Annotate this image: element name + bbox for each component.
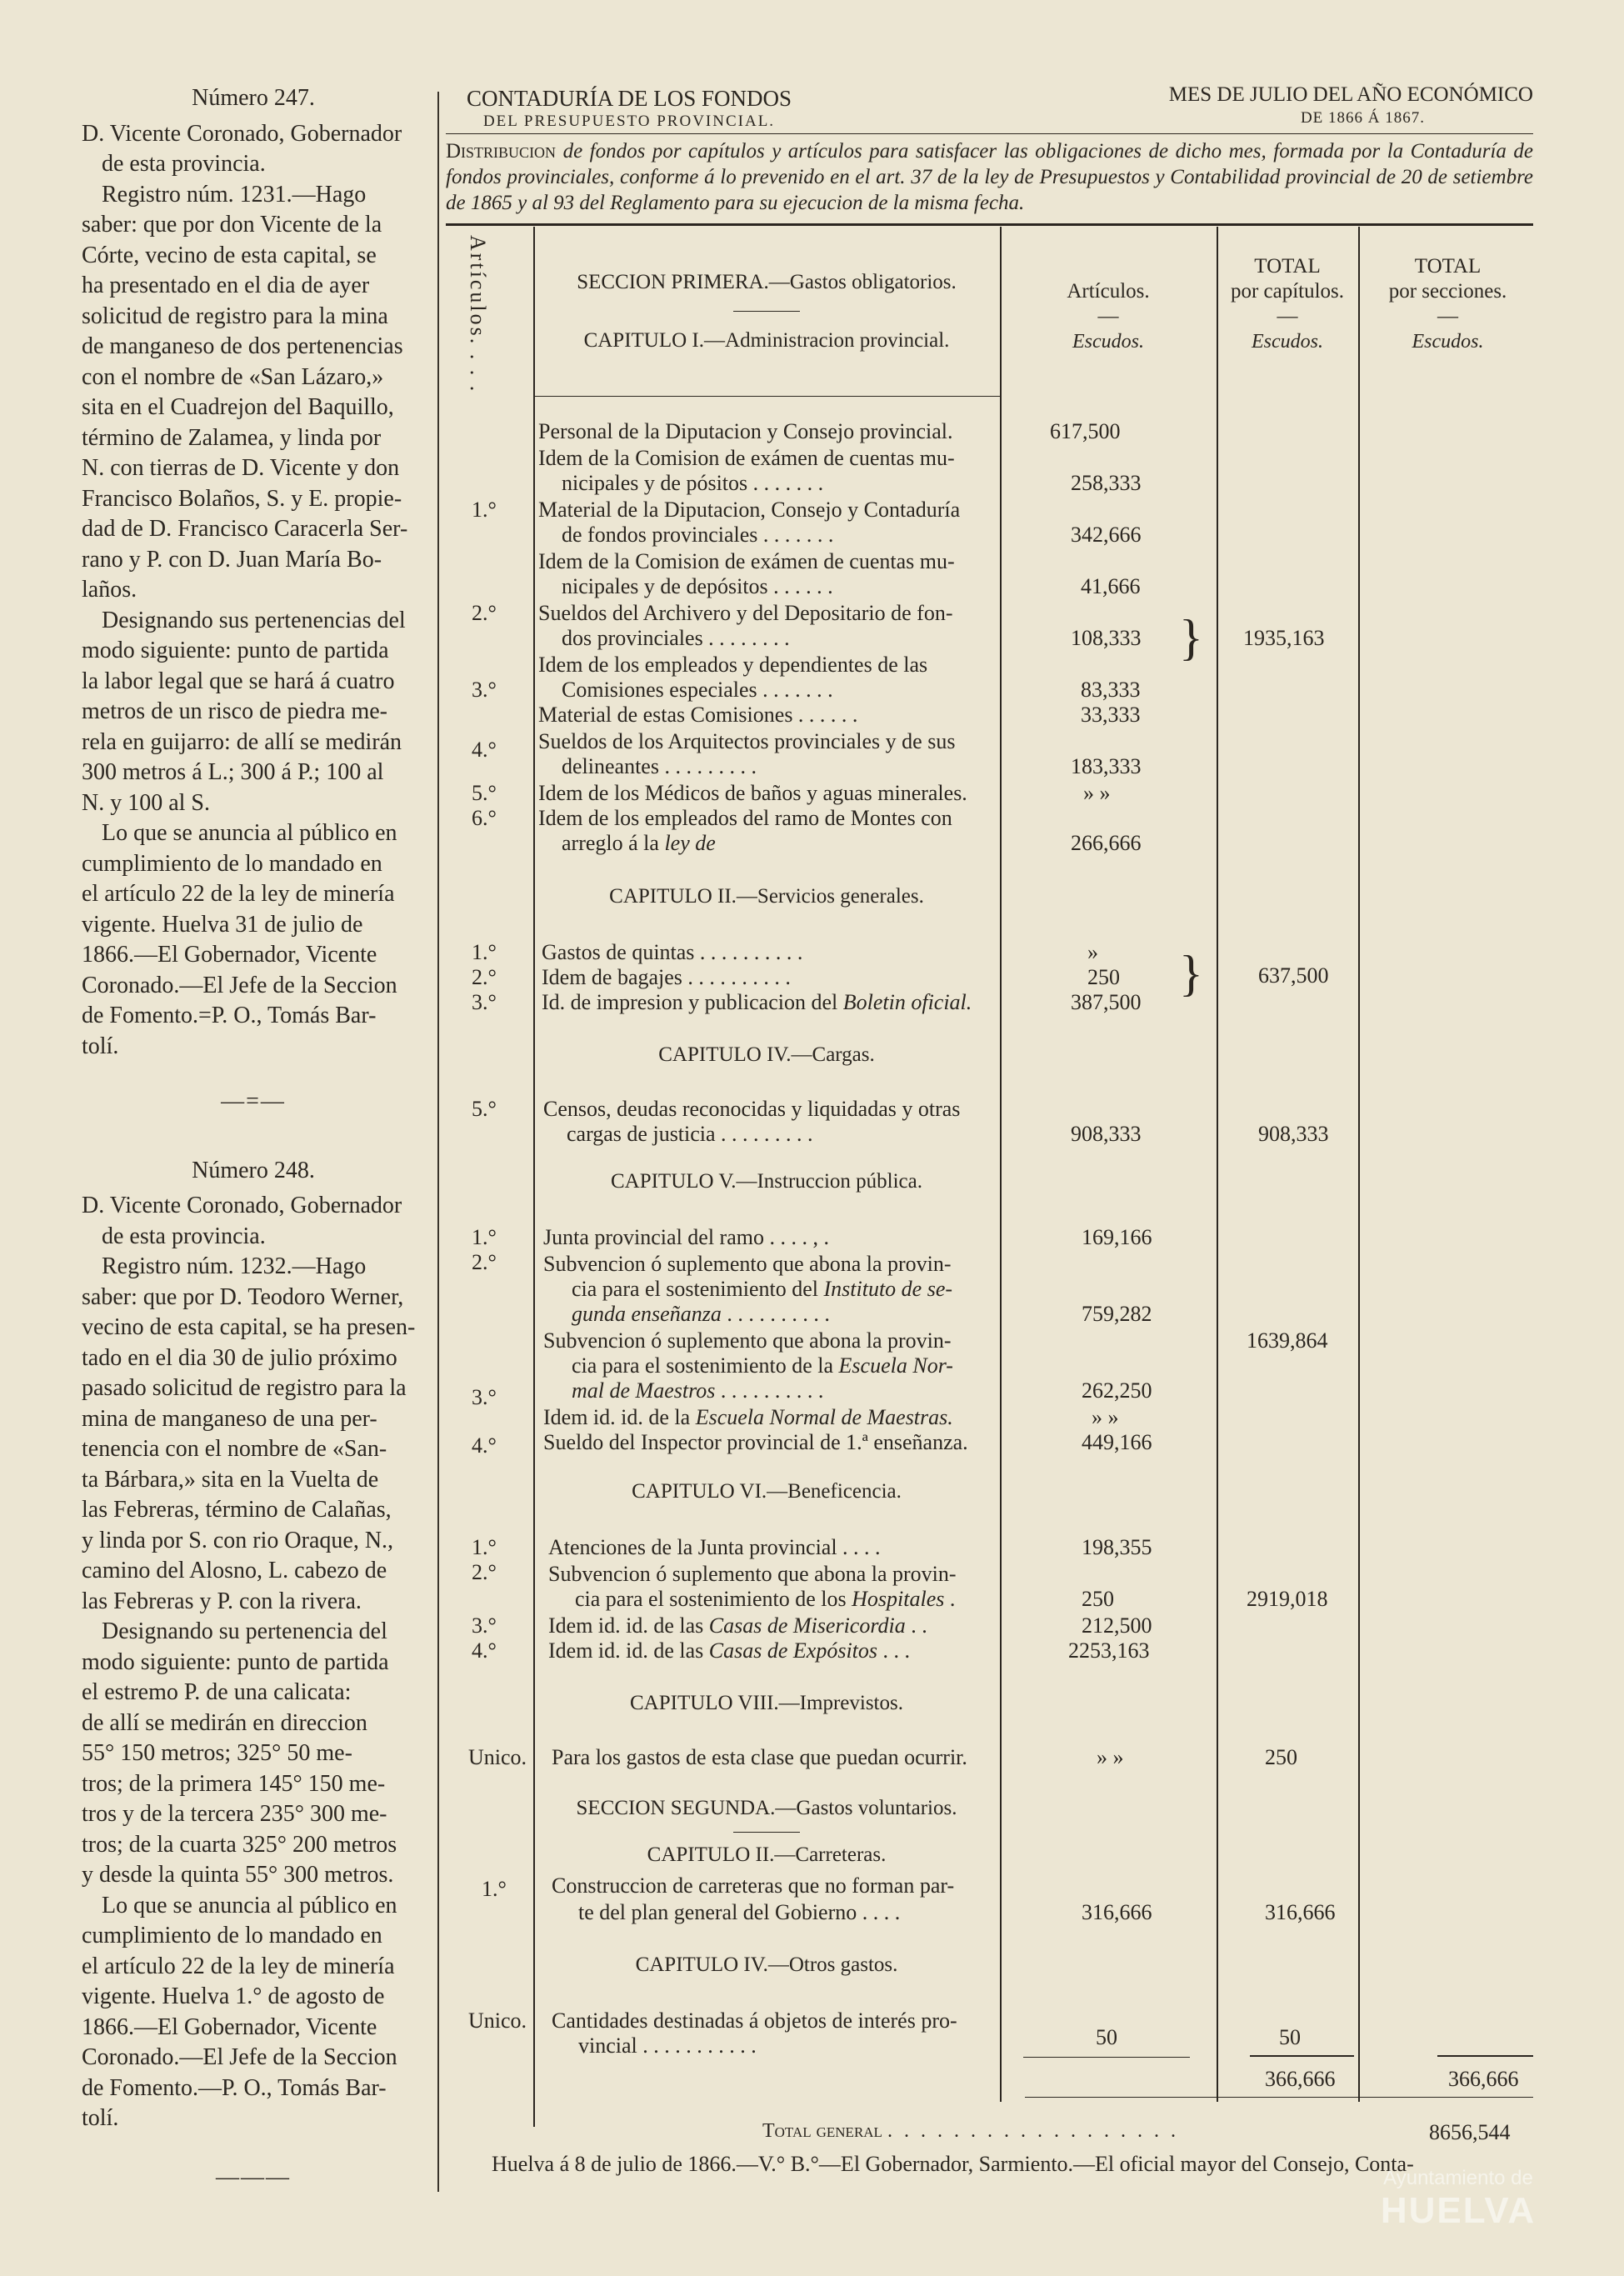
chapter-total: 250 [1265,1745,1297,1769]
article-number: 5.° [472,781,497,805]
notice-line: ta Bárbara,» sita en la Vuelta de [82,1466,379,1493]
row-text: Cantidades destinadas á objetos de interés pro- [552,2008,957,2033]
dash: — [1097,305,1119,328]
chapter-total: 637,500 [1258,963,1329,988]
notice-line: Francisco Bolaños, S. y E. propie- [82,485,402,512]
grand-total-label: Total general [762,2120,882,2142]
row-text: Atenciones de la Junta provincial . . . . [548,1535,881,1559]
amount: 316,666 [1082,1900,1152,1924]
amount: 266,666 [1071,831,1142,855]
row-text [572,1277,952,1302]
notice-line: Registro núm. 1232.—Hago [102,1253,367,1279]
notice-line: saber: que por don Vicente de la [82,212,382,238]
total-chapters-header [1221,254,1354,354]
notice-line: dad de D. Francisco Caracerla Ser- [82,516,408,542]
row-text: cargas de justicia . . . . . . . . . [567,1122,813,1146]
office-heading [446,87,812,133]
row-text-part: Idem id. id. de la [543,1405,691,1429]
row-text: Material de la Diputacion, Consejo y Contaduría [538,498,961,522]
amount: 2253,163 [1068,1638,1150,1663]
article-number: Unico. [468,1745,527,1769]
chapter-5-heading: CAPITULO V.—Instruccion pública. [610,1170,923,1193]
notice-line: Registro núm. 1231.—Hago [102,181,367,208]
amount: 387,500 [1071,990,1142,1014]
notice-line: las Febreras y P. con la rivera. [82,1588,362,1614]
chapter-4-heading: CAPITULO IV.—Cargas. [658,1043,875,1066]
amount: 342,666 [1071,523,1142,547]
notice-line: pasado solicitud de registro para la [82,1375,407,1401]
escudos-label: Escudos. [1412,331,1484,353]
article-number: 2.° [472,1560,497,1584]
row-text-italic: Hospitales [852,1587,945,1611]
notice-line: vecino de esta capital, se ha presen- [82,1314,416,1340]
notice-line: 1866.—El Gobernador, Vicente [82,942,377,968]
row-text: Junta provincial del ramo . . . . , . [543,1225,829,1249]
amount: » [1087,940,1098,964]
row-text: Sueldos de los Arquitectos provinciales y de sus [538,729,956,753]
notice-line: vigente. Huelva 1.° de agosto de [82,1983,385,2009]
notice-line: Designando su pertenencia del [102,1618,387,1644]
row-text: Personal de la Diputacion y Consejo provincial. [538,419,953,443]
notice-line: 1866.—El Gobernador, Vicente [82,2013,377,2040]
amount: 41,666 [1081,574,1141,598]
row-text: Idem de la Comision de exámen de cuentas mu- [538,549,955,573]
article-number: 1.° [472,940,497,964]
section-two-heading: SECCION SEGUNDA.—Gastos voluntarios. [576,1797,957,1819]
amount: » » [1083,781,1111,805]
total-rule [1025,2097,1533,2098]
notice-line: de Fomento.=P. O., Tomás Bar- [82,1003,377,1028]
total-sections-label: por secciones. [1388,280,1507,303]
header-underline [533,396,1000,397]
chapter-2-heading: CAPITULO II.—Servicios generales. [609,885,924,908]
article-number: 2.° [472,1250,497,1274]
article-number: 3.° [472,1385,497,1409]
row-text: Censos, deudas reconocidas y liquidadas y otras [543,1097,961,1121]
row-text [562,831,716,856]
escudos-label: Escudos. [1072,331,1144,353]
amount: 50 [1096,2025,1117,2049]
row-text [542,990,972,1015]
row-text: dos provinciales . . . . . . . . [562,626,790,650]
notice-line: metros de un risco de piedra me- [82,698,387,724]
notice-line: saber: que por D. Teodoro Werner, [82,1283,404,1310]
row-text: nicipales y de depósitos . . . . . . [562,574,833,598]
row-text: Subvencion ó suplemento que abona la provin- [543,1252,952,1276]
chapter-total-column-rule [1358,227,1360,2102]
notice-separator: —=— [221,1088,286,1114]
row-text-part: . . . [882,1638,911,1663]
notice-line: con el nombre de «San Lázaro,» [82,363,384,390]
articulos-column-rule [1217,227,1218,2102]
row-text-part: Idem id. id. de las [548,1638,704,1663]
notice-line: rela en guijarro: de allí se medirán [82,728,402,755]
heading-dash [733,1832,800,1833]
row-text: Idem de la Comision de exámen de cuentas mu- [538,446,955,470]
chapter-total: 50 [1279,2025,1301,2049]
row-text-italic: Boletin oficial. [842,990,972,1014]
notice-line: tado en el dia 30 de julio próximo [82,1344,397,1371]
row-text: de fondos provinciales . . . . . . . [562,523,834,547]
row-text: Para los gastos de esta clase que puedan ocurrir. [552,1745,967,1769]
amount: 83,333 [1081,678,1141,702]
sum-rule [1437,2055,1533,2057]
article-number: 1.° [482,1877,507,1901]
notice-line: D. Vicente Coronado, Gobernador [82,1193,402,1218]
row-text: Material de estas Comisiones . . . . . . [538,703,858,727]
dash: — [1277,305,1298,328]
grand-total-value: 8656,544 [1429,2120,1511,2144]
row-text: Gastos de quintas . . . . . . . . . . [542,940,803,964]
notice-line: ha presentado en el dia de ayer [82,273,370,298]
row-text [572,1353,953,1378]
row-text: Subvencion ó suplemento que abona la provin- [543,1328,952,1353]
notice-line: cumplimiento de lo mandado en [82,850,382,877]
row-text-part: cia para el sostenimiento de la [572,1353,834,1378]
row-text-italic: mal de Maestros [572,1378,716,1403]
article-number: 3.° [472,678,497,702]
row-text-part: . [949,1587,956,1611]
amount: 183,333 [1071,754,1142,778]
description-lead: Distribucion [446,140,557,163]
notice-line: Lo que se anuncia al público en [102,1892,397,1918]
section-chapters-total: 366,666 [1265,2067,1336,2091]
row-text-italic: Escuela Normal de Maestras. [695,1405,953,1429]
article-number: 5.° [472,1097,497,1121]
chapter-total: 316,666 [1265,1900,1336,1924]
row-text: Idem de los empleados del ramo de Montes con [538,806,952,830]
amount: 33,333 [1081,703,1141,727]
row-text: Idem de bagajes . . . . . . . . . . [542,965,791,989]
article-number: 4.° [472,1638,497,1663]
notice-number: Número 247. [192,85,315,111]
period-years: DE 1866 Á 1867. [1300,109,1425,127]
row-text: te del plan general del Gobierno . . . . [578,1900,901,1924]
period-heading [1150,83,1533,130]
footer-signature: Huelva á 8 de julio de 1866.—V.° B.°—El Gobernador, Sarmiento.—El oficial mayor del Consejo, Conta- [492,2152,1414,2176]
notice-line: el artículo 22 de la ley de minería [82,881,395,907]
notice-line: el artículo 22 de la ley de minería [82,1953,395,1979]
notice-line: rano y P. con D. Juan María Bo- [82,546,382,573]
notice-line: Coronado.—El Jefe de la Seccion [82,972,397,998]
chapter-total: 2919,018 [1247,1587,1328,1611]
notice-line: solicitud de registro para la mina [82,303,388,329]
total-sections-header [1362,254,1533,354]
section-total: 366,666 [1448,2067,1519,2091]
chapter-6-heading: CAPITULO VI.—Beneficencia. [632,1480,902,1503]
brace-icon: } [1179,946,1203,1001]
total-chapters-label: por capítulos. [1230,280,1345,303]
amount: 169,166 [1082,1225,1152,1249]
notice-line: N. y 100 al S. [82,789,210,816]
amount: 212,500 [1082,1613,1152,1638]
row-text: Comisiones especiales . . . . . . . [562,678,833,702]
watermark-line2: HUELVA [1380,2190,1537,2231]
section-2-chapter-4-heading: CAPITULO IV.—Otros gastos. [635,1953,898,1976]
notice-line: modo siguiente: punto de partida [82,638,389,663]
chapter-total: 1935,163 [1243,626,1325,650]
notice-line: tros y de la tercera 235° 300 me- [82,1801,387,1827]
notice-line: laños. [82,577,137,603]
notice-line: de manganeso de dos pertenencias [82,333,403,359]
amount: 108,333 [1071,626,1142,650]
sum-rule [1023,2057,1190,2058]
end-separator: ——— [216,2163,291,2190]
notice-line: de esta provincia. [102,151,266,177]
chapter-total: 1639,864 [1247,1328,1328,1353]
notice-line: camino del Alosno, L. cabezo de [82,1558,387,1583]
chapter-total: 908,333 [1258,1122,1329,1146]
section-one-heading: SECCION PRIMERA.—Gastos obligatorios. [577,271,957,293]
notice-line: Lo que se anuncia al público en [102,820,397,846]
row-text-part: . . [911,1613,927,1638]
notice-line: cumplimiento de lo mandado en [82,1923,382,1948]
row-text-part: cia para el sostenimiento del [572,1277,819,1301]
row-text [548,1613,927,1638]
row-text: Idem de los Médicos de baños y aguas minerales. [538,781,967,805]
description-text: de fondos por capítulos y artículos para satisfacer las obligaciones de dicho mes, formada por la Contaduría de fondos provinciales, conforme á lo prevenido en el art. 37 de la ley de Presupuestos y Contabilidad provincial de 20 de setiembre de 1865 y al 93 del Reglamento para su ejecucion de la misma fecha. [446,140,1534,214]
row-text: Subvencion ó suplemento que abona la provin- [548,1562,957,1586]
article-number: 2.° [472,601,497,625]
section-2-chapter-2-heading: CAPITULO II.—Carreteras. [647,1843,887,1866]
left-column [82,83,425,2193]
chapter-8-heading: CAPITULO VIII.—Imprevistos. [630,1692,903,1714]
brace-icon: } [1179,610,1203,665]
articulos-header [1004,279,1212,354]
notice-247 [82,83,425,1062]
amount: 198,355 [1082,1535,1152,1559]
column-divider [437,92,439,2192]
row-text-part: cia para el sostenimiento de los [575,1587,847,1611]
escudos-label: Escudos. [1252,331,1323,353]
articulos-label: Artículos. [1067,280,1150,303]
article-number: 3.° [472,990,497,1014]
notice-line: Coronado.—El Jefe de la Seccion [82,2044,397,2070]
article-number: 1.° [472,1535,497,1559]
article-number: 4.° [472,738,497,762]
amount: 262,250 [1082,1378,1152,1403]
row-text [572,1378,823,1403]
table-description [446,138,1533,216]
notice-line: las Febreras, término de Calañas, [82,1497,392,1523]
row-text: Idem de los empleados y dependientes de las [538,653,928,677]
notice-line: sita en el Cuadrejon del Baquillo, [82,394,394,420]
row-text-part: arreglo á la [562,831,659,855]
amount: 258,333 [1071,471,1142,495]
notice-line: tros; de la cuarta 325° 200 metros [82,1831,397,1858]
notice-line: tros; de la primera 145° 150 me- [82,1770,386,1797]
amount: 759,282 [1082,1302,1152,1326]
row-text-part: Id. de impresion y publicacion del [542,990,838,1014]
articles-label: Artículos. . . . [466,235,490,394]
row-text: Construccion de carreteras que no forman par- [552,1873,955,1898]
description-column-rule [1000,227,1002,2102]
total-label: TOTAL [1414,255,1482,278]
row-text-part: Idem id. id. de las [548,1613,704,1638]
notice-line: N. con tierras de D. Vicente y don [82,455,400,481]
notice-line: modo siguiente: punto de partida [82,1648,389,1675]
office-title: CONTADURÍA DE LOS FONDOS [466,86,792,111]
row-text: Sueldo del Inspector provincial de 1.ª enseñanza. [543,1430,968,1454]
row-text [548,1638,910,1663]
notice-line: el estremo P. de una calicata: [82,1679,352,1705]
row-text [572,1302,830,1327]
article-number: 1.° [472,498,497,522]
notice-line: vigente. Huelva 31 de julio de [82,911,363,938]
row-text: Sueldos del Archivero y del Depositario de fon- [538,601,953,625]
notice-line: de Fomento.—P. O., Tomás Bar- [82,2074,387,2101]
heading-dash [733,311,800,312]
grand-total-dots: . . . . . . . . . . . . . . . . . . [887,2120,1179,2142]
notice-line: y desde la quinta 55° 300 metros. [82,1862,394,1888]
period-title: MES DE JULIO DEL AÑO ECONÓMICO [1168,83,1533,106]
grand-total-row [762,2120,1179,2143]
amount: » » [1092,1405,1119,1429]
amount: 250 [1082,1587,1114,1611]
articles-column-rule [533,227,535,2127]
notice-line: D. Vicente Coronado, Gobernador [82,120,402,147]
row-text: nicipales y de pósitos . . . . . . . [562,471,824,495]
header-rule [446,133,1533,134]
row-text [543,1405,953,1430]
article-number: Unico. [468,2008,527,2033]
amount: 250 [1087,965,1120,989]
amount: 908,333 [1071,1122,1142,1146]
total-label: TOTAL [1254,255,1321,278]
amount: 449,166 [1082,1430,1152,1454]
notice-line: mina de manganeso de una per- [82,1405,377,1432]
row-text-italic: Escuela Nor- [838,1353,953,1378]
notice-line: de esta provincia. [102,1223,266,1249]
amount: » » [1097,1745,1124,1769]
watermark-line1: Ayuntamiento de [1383,2167,1533,2189]
row-text-italic: ley de [664,831,716,855]
row-text-part: . . . . . . . . . . [727,1302,830,1326]
notice-line: Designando sus pertenencias del [102,607,406,633]
article-number: 1.° [472,1225,497,1249]
row-text-part: . . . . . . . . . . [720,1378,824,1403]
row-text-italic: Casas de Misericordia [708,1613,906,1638]
notice-line: de allí se medirán en direccion [82,1709,367,1736]
amount: 617,500 [1050,419,1121,443]
row-text: delineantes . . . . . . . . . [562,754,757,778]
article-number: 2.° [472,965,497,989]
table-top-rule [446,223,1533,226]
notice-line: 300 metros á L.; 300 á P.; 100 al [82,759,384,785]
notice-line: tenencia con el nombre de «San- [82,1436,387,1462]
sum-rule [1250,2055,1354,2057]
notice-line: Córte, vecino de esta capital, se [82,242,377,268]
row-text-italic: Casas de Expósitos [708,1638,878,1663]
article-number: 4.° [472,1433,497,1458]
notice-line: término de Zalamea, y linda por [82,424,382,451]
notice-line: y linda por S. con rio Oraque, N., [82,1527,394,1553]
row-text: vincial . . . . . . . . . . . [578,2033,757,2058]
article-number: 6.° [472,806,497,830]
watermark-logo [1350,2167,1567,2232]
notice-line: tolí. [82,1033,119,1059]
dash: — [1437,305,1458,328]
row-text [575,1587,955,1612]
article-number: 3.° [472,1613,497,1638]
notice-248 [82,1156,425,2134]
row-text-italic: gunda enseñanza [572,1302,722,1326]
notice-line: la labor legal que se hará á cuatro [82,668,395,694]
notice-number: Número 248. [192,1157,315,1183]
office-subtitle: DEL PRESUPUESTO PROVINCIAL. [482,113,776,130]
chapter-1-heading: CAPITULO I.—Administracion provincial. [583,329,950,352]
notice-line: 55° 150 metros; 325° 50 me- [82,1740,352,1766]
notice-line: tolí. [82,2105,119,2131]
row-text-italic: Instituto de se- [823,1277,953,1301]
